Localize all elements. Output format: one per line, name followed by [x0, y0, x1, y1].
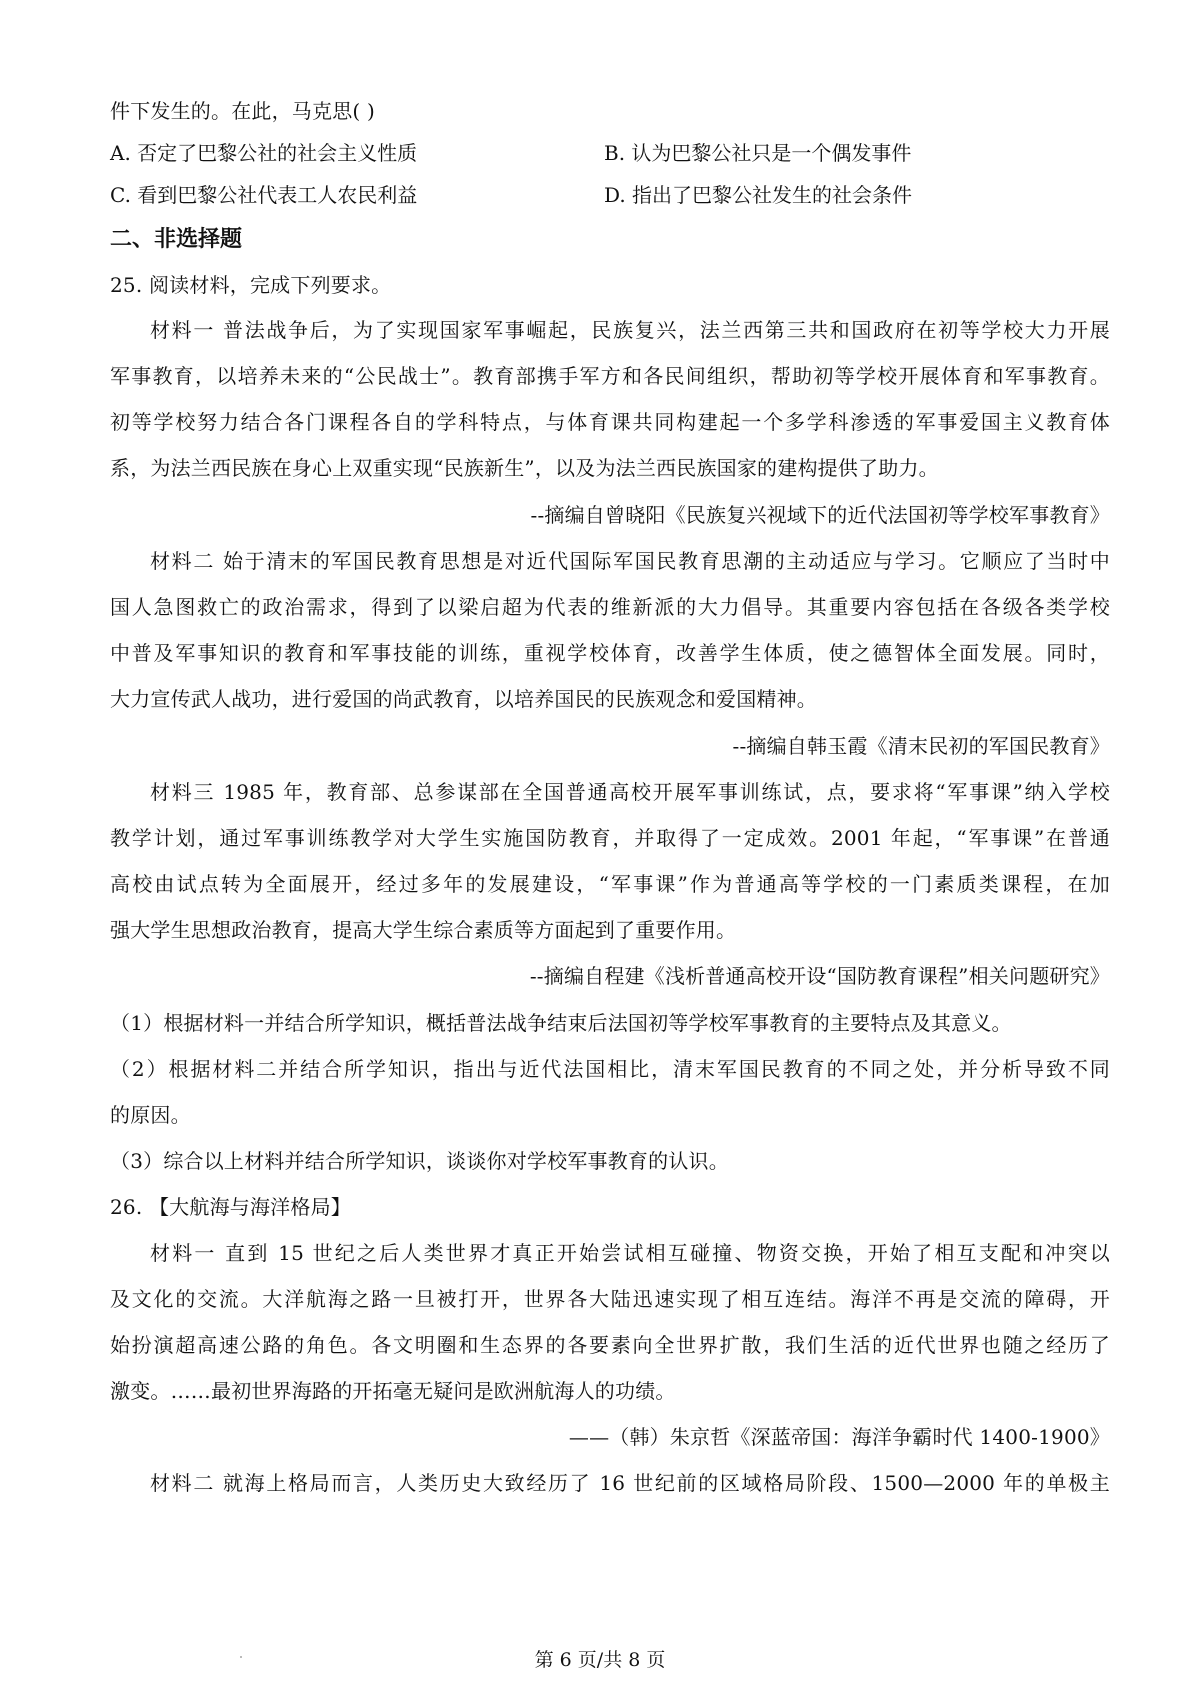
q25-sub2-line: （2）根据材料二并结合所学知识，指出与近代法国相比，清末军国民教育的不同之处，并分析导致不同 [110, 1057, 1110, 1081]
q25-sub3: （3）综合以上材料并结合所学知识，谈谈你对学校军事教育的认识。 [110, 1149, 729, 1173]
q25-material3-line: 高校由试点转为全面展开，经过多年的发展建设，“军事课”作为普通高等学校的一门素质类课程，在加 [110, 872, 1110, 896]
q24-option-d: D. 指出了巴黎公社发生的社会条件 [604, 183, 913, 207]
q24-stem-tail: 件下发生的。在此，马克思( ) [110, 99, 375, 123]
q24-option-b: B. 认为巴黎公社只是一个偶发事件 [604, 141, 912, 165]
q26-material1-source: ——（韩）朱京哲《深蓝帝国：海洋争霸时代 1400-1900》 [568, 1425, 1110, 1449]
q25-material2-line: 材料二 始于清末的军国民教育思想是对近代国际军国民教育思潮的主动适应与学习。它顺应了当时中 [150, 549, 1110, 573]
q26-material1-line: 始扮演超高速公路的角色。各文明圈和生态界的各要素向全世界扩散，我们生活的近代世界也随之经历了 [110, 1333, 1110, 1357]
section-2-title: 二、非选择题 [110, 227, 243, 252]
q25-material1-line: 材料一 普法战争后，为了实现国家军事崛起，民族复兴，法兰西第三共和国政府在初等学校大力开展 [150, 318, 1110, 342]
q26-material1-line: 激变。……最初世界海路的开拓毫无疑问是欧洲航海人的功绩。 [110, 1379, 676, 1403]
q25-material3-line: 强大学生思想政治教育，提高大学生综合素质等方面起到了重要作用。 [110, 918, 737, 942]
q26-stem: 26. 【大航海与海洋格局】 [110, 1195, 351, 1219]
q26-material2-line: 材料二 就海上格局而言，人类历史大致经历了 16 世纪前的区域格局阶段、1500—2000 年的单极主 [150, 1471, 1110, 1495]
q24-option-a: A. 否定了巴黎公社的社会主义性质 [110, 141, 418, 165]
q25-material3-source: --摘编自程建《浅析普通高校开设“国防教育课程”相关问题研究》 [529, 964, 1110, 988]
q24-option-c: C. 看到巴黎公社代表工人农民利益 [110, 183, 418, 207]
q25-stem: 25. 阅读材料，完成下列要求。 [110, 273, 392, 297]
q25-material2-line: 国人急图救亡的政治需求，得到了以梁启超为代表的维新派的大力倡导。其重要内容包括在各级各类学校 [110, 595, 1110, 619]
q25-material1-line: 军事教育，以培养未来的“公民战士”。教育部携手军方和各民间组织，帮助初等学校开展体育和军事教育。 [110, 364, 1110, 388]
q25-material3-line: 教学计划，通过军事训练教学对大学生实施国防教育，并取得了一定成效。2001 年起，“军事课”在普通 [110, 826, 1110, 850]
q25-material1-source: --摘编自曾晓阳《民族复兴视域下的近代法国初等学校军事教育》 [530, 503, 1110, 527]
q25-sub2-line: 的原因。 [110, 1103, 191, 1127]
q25-material1-line: 系，为法兰西民族在身心上双重实现“民族新生”，以及为法兰西民族国家的建构提供了助力。 [110, 456, 939, 480]
q25-sub1: （1）根据材料一并结合所学知识，概括普法战争结束后法国初等学校军事教育的主要特点及其意义。 [110, 1011, 1012, 1035]
q25-material2-source: --摘编自韩玉霞《清末民初的军国民教育》 [732, 734, 1110, 758]
q25-material1-line: 初等学校努力结合各门课程各自的学科特点，与体育课共同构建起一个多学科渗透的军事爱国主义教育体 [110, 410, 1110, 434]
q26-material1-line: 材料一 直到 15 世纪之后人类世界才真正开始尝试相互碰撞、物资交换，开始了相互支配和冲突以 [150, 1241, 1110, 1265]
page-footer: 第 6 页/共 8 页 [534, 1649, 666, 1671]
q25-material2-line: 中普及军事知识的教育和军事技能的训练，重视学校体育，改善学生体质，使之德智体全面发展。同时， [110, 641, 1110, 665]
q25-material3-line: 材料三 1985 年，教育部、总参谋部在全国普通高校开展军事训练试，点，要求将“军事课”纳入学校 [150, 780, 1110, 804]
q25-material2-line: 大力宣传武人战功，进行爱国的尚武教育，以培养国民的民族观念和爱国精神。 [110, 687, 817, 711]
q26-material1-line: 及文化的交流。大洋航海之路一旦被打开，世界各大陆迅速实现了相互连结。海洋不再是交流的障碍，开 [110, 1287, 1110, 1311]
